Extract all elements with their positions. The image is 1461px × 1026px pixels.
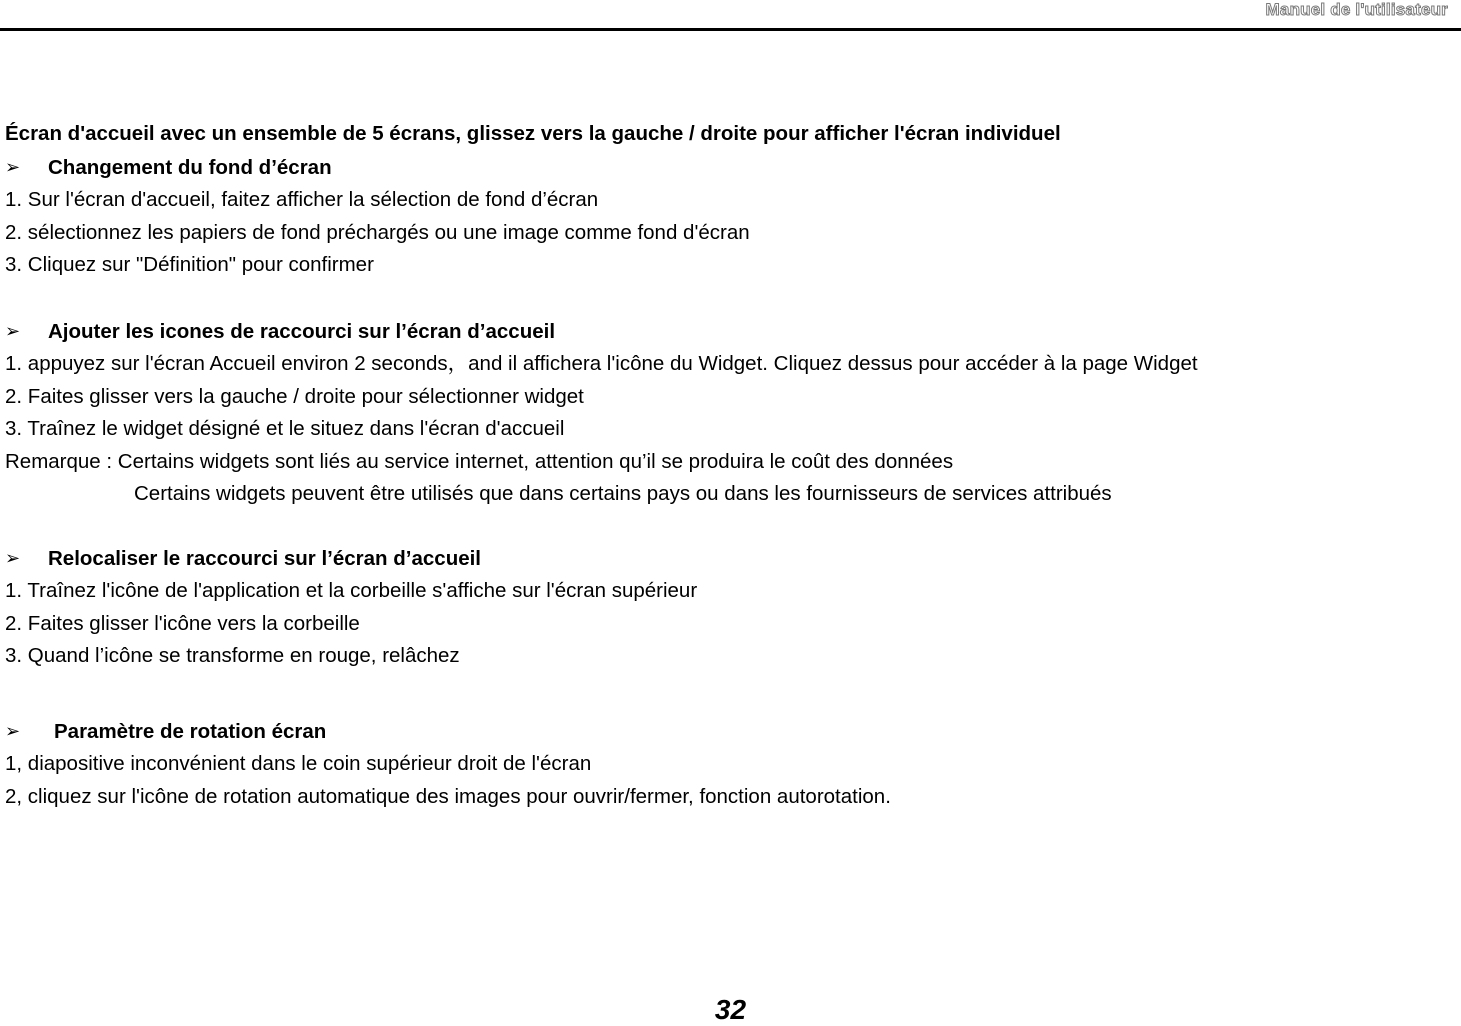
note-line: Remarque : Certains widgets sont liés au service internet, attention qu’il se produira le coût des données [5,449,954,473]
section-title: Changement du fond d’écran [48,155,332,179]
header-rule [0,28,1461,31]
page-number: 32 [714,994,747,1025]
step-line: 1. Sur l'écran d'accueil, faitez afficher la sélection de fond d’écran [5,188,599,211]
intro-paragraph: Écran d'accueil avec un ensemble de 5 écrans, glissez vers la gauche / droite pour afficher l'écran individuel [5,122,1061,145]
section-relocate-shortcut [5,542,697,673]
step-line: 2. Faites glisser vers la gauche / droite pour sélectionner widget [5,384,584,408]
arrow-bullet-icon: ➢ [5,548,21,568]
section-heading [5,151,750,184]
section-title: Paramètre de rotation écran [54,719,327,743]
arrow-bullet-icon: ➢ [5,321,21,341]
step-line: 3. Quand l’icône se transforme en rouge, relâchez [5,644,460,667]
running-header: Manuel de l'utilisateur [1265,0,1448,19]
step-line: 1. Traînez l'icône de l'application et la corbeille s'affiche sur l'écran supérieur [5,579,698,602]
step-line: 2. Faites glisser l'icône vers la corbeille [5,611,360,635]
section-title: Relocaliser le raccourci sur l’écran d’accueil [48,546,482,570]
section-shortcut-icons [5,315,1198,511]
note-continuation: Certains widgets peuvent être utilisés que dans certains pays ou dans les fournisseurs de services attribués [134,482,1112,505]
step-line: 1. appuyez sur l'écran Accueil environ 2 seconds，and il affichera l'icône du Widget. Cliquez dessus pour accéder à la page Widget [5,352,1198,375]
arrow-bullet-icon: ➢ [5,721,21,741]
step-line: 2. sélectionnez les papiers de fond préchargés ou une image comme fond d'écran [5,220,750,244]
step-line: 1, diapositive inconvénient dans le coin supérieur droit de l'écran [5,752,592,775]
section-heading [5,715,891,748]
arrow-bullet-icon: ➢ [5,157,21,177]
section-wallpaper [5,151,750,282]
section-heading [5,542,697,575]
step-line: 2, cliquez sur l'icône de rotation automatique des images pour ouvrir/fermer, fonction autorotation. [5,784,891,808]
step-line: 3. Traînez le widget désigné et le situez dans l'écran d'accueil [5,417,565,440]
section-title: Ajouter les icones de raccourci sur l’écran d’accueil [48,319,556,343]
section-rotation [5,715,891,813]
section-heading [5,315,1198,348]
step-line: 3. Cliquez sur "Définition" pour confirmer [5,253,374,276]
